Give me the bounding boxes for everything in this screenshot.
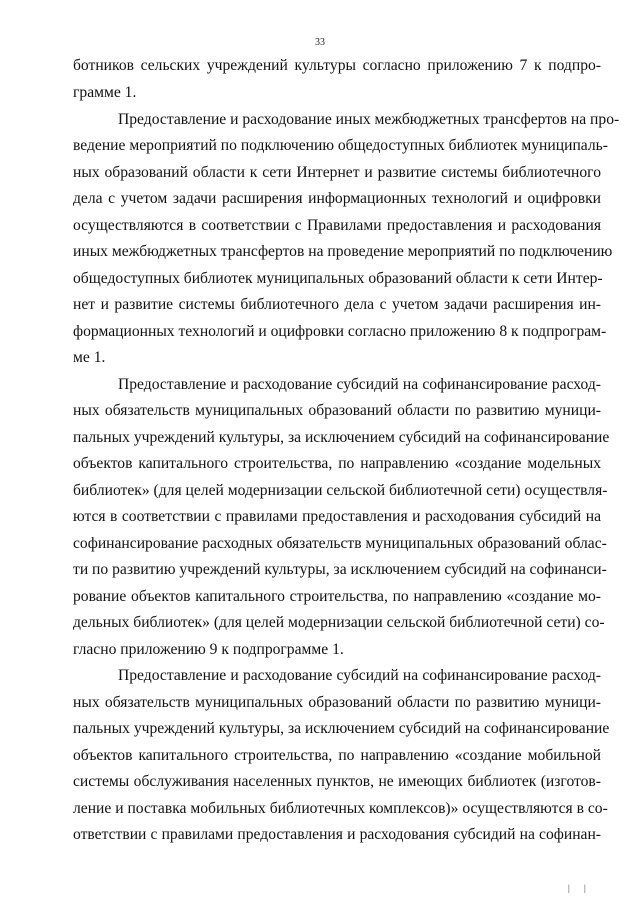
paragraph-3-line-0: Предоставление и расходование субсидий на софинансирование расход- (118, 667, 601, 684)
paragraph-2-line-4: библиотек» (для целей модернизации сельской библиотечной сети) осуществля- (73, 482, 608, 499)
paragraph-1-line-2: ных образований области к сети Интернет и развитие системы библиотечного (73, 164, 601, 181)
paragraph-1-line-1: ведение мероприятий по подключению общедоступных библиотек муниципаль- (73, 137, 608, 154)
paragraph-3-line-1: ных обязательств муниципальных образований области по развитию муници- (73, 694, 601, 711)
paragraph-2-line-3: объектов капитального строительства, по направлению «создание модельных (73, 455, 601, 472)
paragraph-3-line-4: системы обслуживания населенных пунктов, не имеющих библиотек (изготов- (73, 773, 601, 790)
paragraph-1-line-5: иных межбюджетных трансфертов на проведение мероприятий по подключению (73, 243, 613, 260)
paragraph-1-line-6: общедоступных библиотек муниципальных образований области к сети Интер- (73, 270, 603, 287)
paragraph-2-line-0: Предоставление и расходование субсидий на софинансирование расход- (118, 376, 601, 393)
paragraph-2-line-2: пальных учреждений культуры, за исключением субсидий на софинансирование (73, 429, 610, 446)
paragraph-1-line-8: формационных технологий и оцифровки согласно приложению 8 к подпрограм- (73, 323, 607, 340)
paragraph-3-line-2: пальных учреждений культуры, за исключением субсидий на софинансирование (73, 720, 610, 737)
paragraph-1-line-7: нет и развитие системы библиотечного дела с учетом задачи расширения ин- (73, 296, 601, 313)
page-number: 33 (315, 37, 325, 48)
footer-mark: | | (568, 883, 592, 893)
paragraph-0-line-0: ботников сельских учреждений культуры согласно приложению 7 к подпро- (73, 57, 601, 74)
paragraph-2-line-9: дельных библиотек» (для целей модернизации сельской библиотечной сети) со- (73, 614, 605, 631)
paragraph-1-line-9: ме 1. (73, 349, 106, 366)
paragraph-1-line-4: осуществляются в соответствии с Правилами предоставления и расходования (73, 217, 601, 234)
paragraph-1-line-3: дела с учетом задачи расширения информационных технологий и оцифровки (73, 190, 601, 207)
paragraph-0-line-1: грамме 1. (73, 84, 137, 101)
paragraph-2-line-7: ти по развитию учреждений культуры, за исключением субсидий на софинанси- (73, 561, 607, 578)
paragraph-3-line-3: объектов капитального строительства, по направлению «создание мобильной (73, 747, 601, 764)
paragraph-2-line-1: ных обязательств муниципальных образований области по развитию муници- (73, 402, 601, 419)
paragraph-2-line-5: ются в соответствии с правилами предоставления и расходования субсидий на (73, 508, 601, 525)
paragraph-2-line-10: гласно приложению 9 к подпрограмме 1. (73, 641, 344, 658)
paragraph-3-line-5: ление и поставка мобильных библиотечных комплексов)» осуществляются в со- (73, 800, 608, 817)
paragraph-2-line-6: софинансирование расходных обязательств муниципальных образований облас- (73, 535, 607, 552)
paragraph-2-line-8: рование объектов капитального строительства, по направлению «создание мо- (73, 588, 601, 605)
paragraph-1-line-0: Предоставление и расходование иных межбюджетных трансфертов на про- (118, 111, 620, 128)
paragraph-3-line-6: ответствии с правилами предоставления и расходования субсидий на софинан- (73, 826, 601, 843)
